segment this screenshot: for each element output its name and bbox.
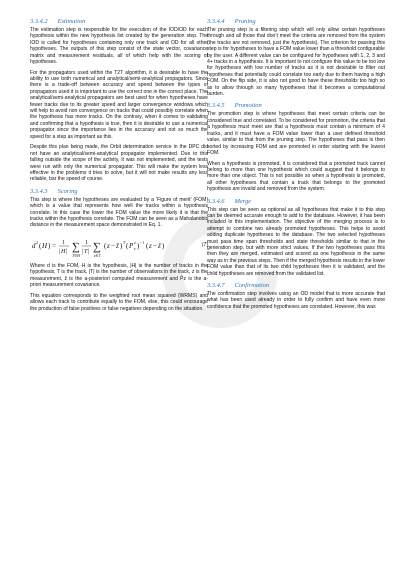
svg-text:(: ( [146, 241, 149, 250]
paragraph: The promotion step is where hypotheses that meet certain criteria can be considered true and correlated. To be considered for promotion, the criteria that a hypothesis must meet are that a hypothesis must contain a minimum of 4 tracks, and it must have a FOM value lower than a user defined threshold value, similar to that from the pruning step. The hypotheses that pass is then sorted by increasing FOM and are promoted in order starting with the lowest FOM. [207, 111, 385, 156]
svg-text:|: | [66, 248, 68, 255]
section-heading: 3.3.4.5 Promotion [207, 102, 262, 110]
svg-text:): ) [162, 241, 165, 250]
svg-text:P: P [129, 241, 134, 250]
svg-text:|: | [88, 248, 90, 255]
svg-text:1: 1 [62, 239, 65, 246]
section-heading: 3.3.4.7 Confirmation [207, 282, 270, 289]
svg-text:|: | [82, 248, 84, 255]
svg-text:(: ( [39, 241, 42, 250]
paragraph: For the propagators used within the T2T algorithm, it is desirable to have the ability to use both numerical and analytical/semi-analytical propagators. Since there is a trade-off between accuracy and speed between the types of propagators used it is important to use the correct one in the correct place. The analytical/semi-analytical propagators are best used for when hypotheses have fewer tracks due to its greater speed and larger convergence windows which will help to avoid non convergence on tracks that could possibly correlate when the hypothesis has more tracks. On the contrary, when it comes to validating and confirming that a hypothesis is true, then it is desirable to use a numerical propagator since the importance lies in the accuracy and not so much the speed for a step as important as this. [30, 69, 208, 140]
svg-text:|: | [59, 248, 61, 255]
svg-text:d: d [32, 241, 36, 250]
svg-text:−: − [111, 241, 115, 250]
section-heading: 3.3.4.4 Pruning [207, 18, 256, 25]
svg-text:1: 1 [85, 239, 88, 246]
svg-text:∑: ∑ [72, 240, 80, 253]
svg-text:H: H [42, 241, 48, 250]
svg-text:(: ( [104, 241, 107, 250]
svg-text:): ) [137, 241, 140, 250]
paragraph: This equation corresponds to the weighted root mean squared (WRMS) and allows each track to contribute equally to the FOM, else, this could encourage the production of false positives or false negatives depending on the situation. [30, 292, 208, 312]
svg-text:z∈T: z∈T [94, 252, 101, 258]
svg-text:z: z [107, 241, 110, 250]
right-column [207, 18, 385, 314]
svg-text:z: z [134, 245, 136, 251]
equation-graphic [30, 233, 190, 259]
section-heading: 3.3.4.2 Estimation [30, 18, 86, 25]
equation-number: (7) [201, 241, 208, 248]
section-heading: 3.3.4.3 Scoring [30, 187, 78, 195]
svg-text:ẑ: ẑ [158, 241, 161, 250]
svg-text:T: T [123, 239, 126, 245]
svg-text:T∈H: T∈H [72, 252, 81, 258]
svg-text:ẑ: ẑ [116, 241, 119, 250]
paragraph: When a hypothesis is promoted, it is considered that a promoted track cannot belong to more than one hypothesis which could suggest that it belongs to more than one object. This is not possible so when a hypothesis is promoted, all other hypotheses that contain a track that belongs to the promoted hypothesis are invalid and removed from the system. [207, 160, 385, 193]
svg-text:(: ( [126, 241, 129, 250]
section-heading: 3.3.4.6 Merge [207, 197, 252, 205]
svg-text:2: 2 [36, 239, 38, 245]
page-bottom-margin [0, 544, 400, 566]
svg-text:) =: ) = [48, 241, 57, 250]
paragraph: This step can be seen as optional as all hypotheses that make it to this step can be deemed accurate enough to add to the database. However, it has been included in this implementation. The objective of the merging process is to attempt to combine two already promoted hypotheses. This helps to avoid adding duplicate hypotheses to the database. The two selected hypotheses must pass time span thresholds and state thresholds similar to that in the generation step, but with more strict values. If the two hypotheses pass this then they are merged, estimated and scored as one hypothesis in the same way as in the previous steps. Then if the merged hypothesis results in the lower FOM value than that of its two child hypotheses then it is validated, and the child hypotheses are removed from the validated list. [207, 206, 385, 277]
svg-text:z: z [134, 239, 136, 245]
paragraph: The pruning step is a filtering step which will only allow certain hypotheses through and all those that don’t meet the criteria are removed from the system (the tracks are not removed, just the hypothesis). The criterion for passing this step is for hypotheses to have a FOM value lower than a threshold configurable by the user. A different value can be configured for hypotheses with 1, 2, 3 and 4+ tracks in a hypothesis. It is important to not configure this value to be too low for hypotheses with low number of tracks as it is not desirable to filter out hypotheses that potentially could correlate too early due to them having a high FOM. On the flip side, it is also not good to have these thresholds too high so as to allow through so many hypotheses that it becomes a computational burden. [207, 27, 385, 98]
svg-text:−: − [153, 241, 157, 250]
paragraph: Despite this plan being made, the Orbit determination service in the DPC did not have an analytical/semi-analytical propagator implemented. Due to this falling outside the scope of the activity, it was not implemented, and the tests were run with only the numerical propagator. This will make the system less effective in the problems it tries to solve, but it will not make results any less reliable, bar the speed of course. [30, 144, 208, 183]
fom-equation [30, 233, 208, 259]
paragraph: The confirmation step involves using an OD model that is more accurate that what has been used already in order to fully confirm and have even more confidence that the promoted hypotheses are correlated. However, this was [207, 291, 385, 310]
svg-text:z: z [149, 241, 152, 250]
svg-text:−1: −1 [140, 239, 145, 245]
svg-text:∑: ∑ [93, 240, 101, 253]
left-column [30, 18, 208, 316]
svg-text:H: H [61, 248, 66, 255]
paragraph: Where d is the FOM, H is the hypothesis, |H| is the number of tracks in the hypothesis, T is the track, |T| is the number of observations in the track, z is the measurement, ẑ is the a-posteriori computed measurement and P̂z is the a-priori measurement covariance. [30, 262, 208, 289]
paragraph: This step is where the hypotheses are evaluated by a ‘Figure of merit’ (FOM) which is a value that represents how well the tracks within a hypothesis correlate. In this case the lower the FOM value the more likely it is that the tracks within the hypothesis correlate. The FOM can be seen as a Mahalanobis distance in the measurement space demonstrated in Eq. 1. [30, 196, 208, 229]
paragraph: The estimation step is responsible for the execution of the IOD/OD for each hypothesis within the new hypothesis list created by the generation step. The IOD is called for hypotheses containing only one track and OD for all other hypotheses. The outputs of this step consist of the state vector, covariance matrix and measurement residuals, all of which help with the scoring of hypotheses. [30, 27, 208, 66]
svg-text:T: T [84, 248, 88, 255]
svg-text:): ) [120, 241, 123, 250]
